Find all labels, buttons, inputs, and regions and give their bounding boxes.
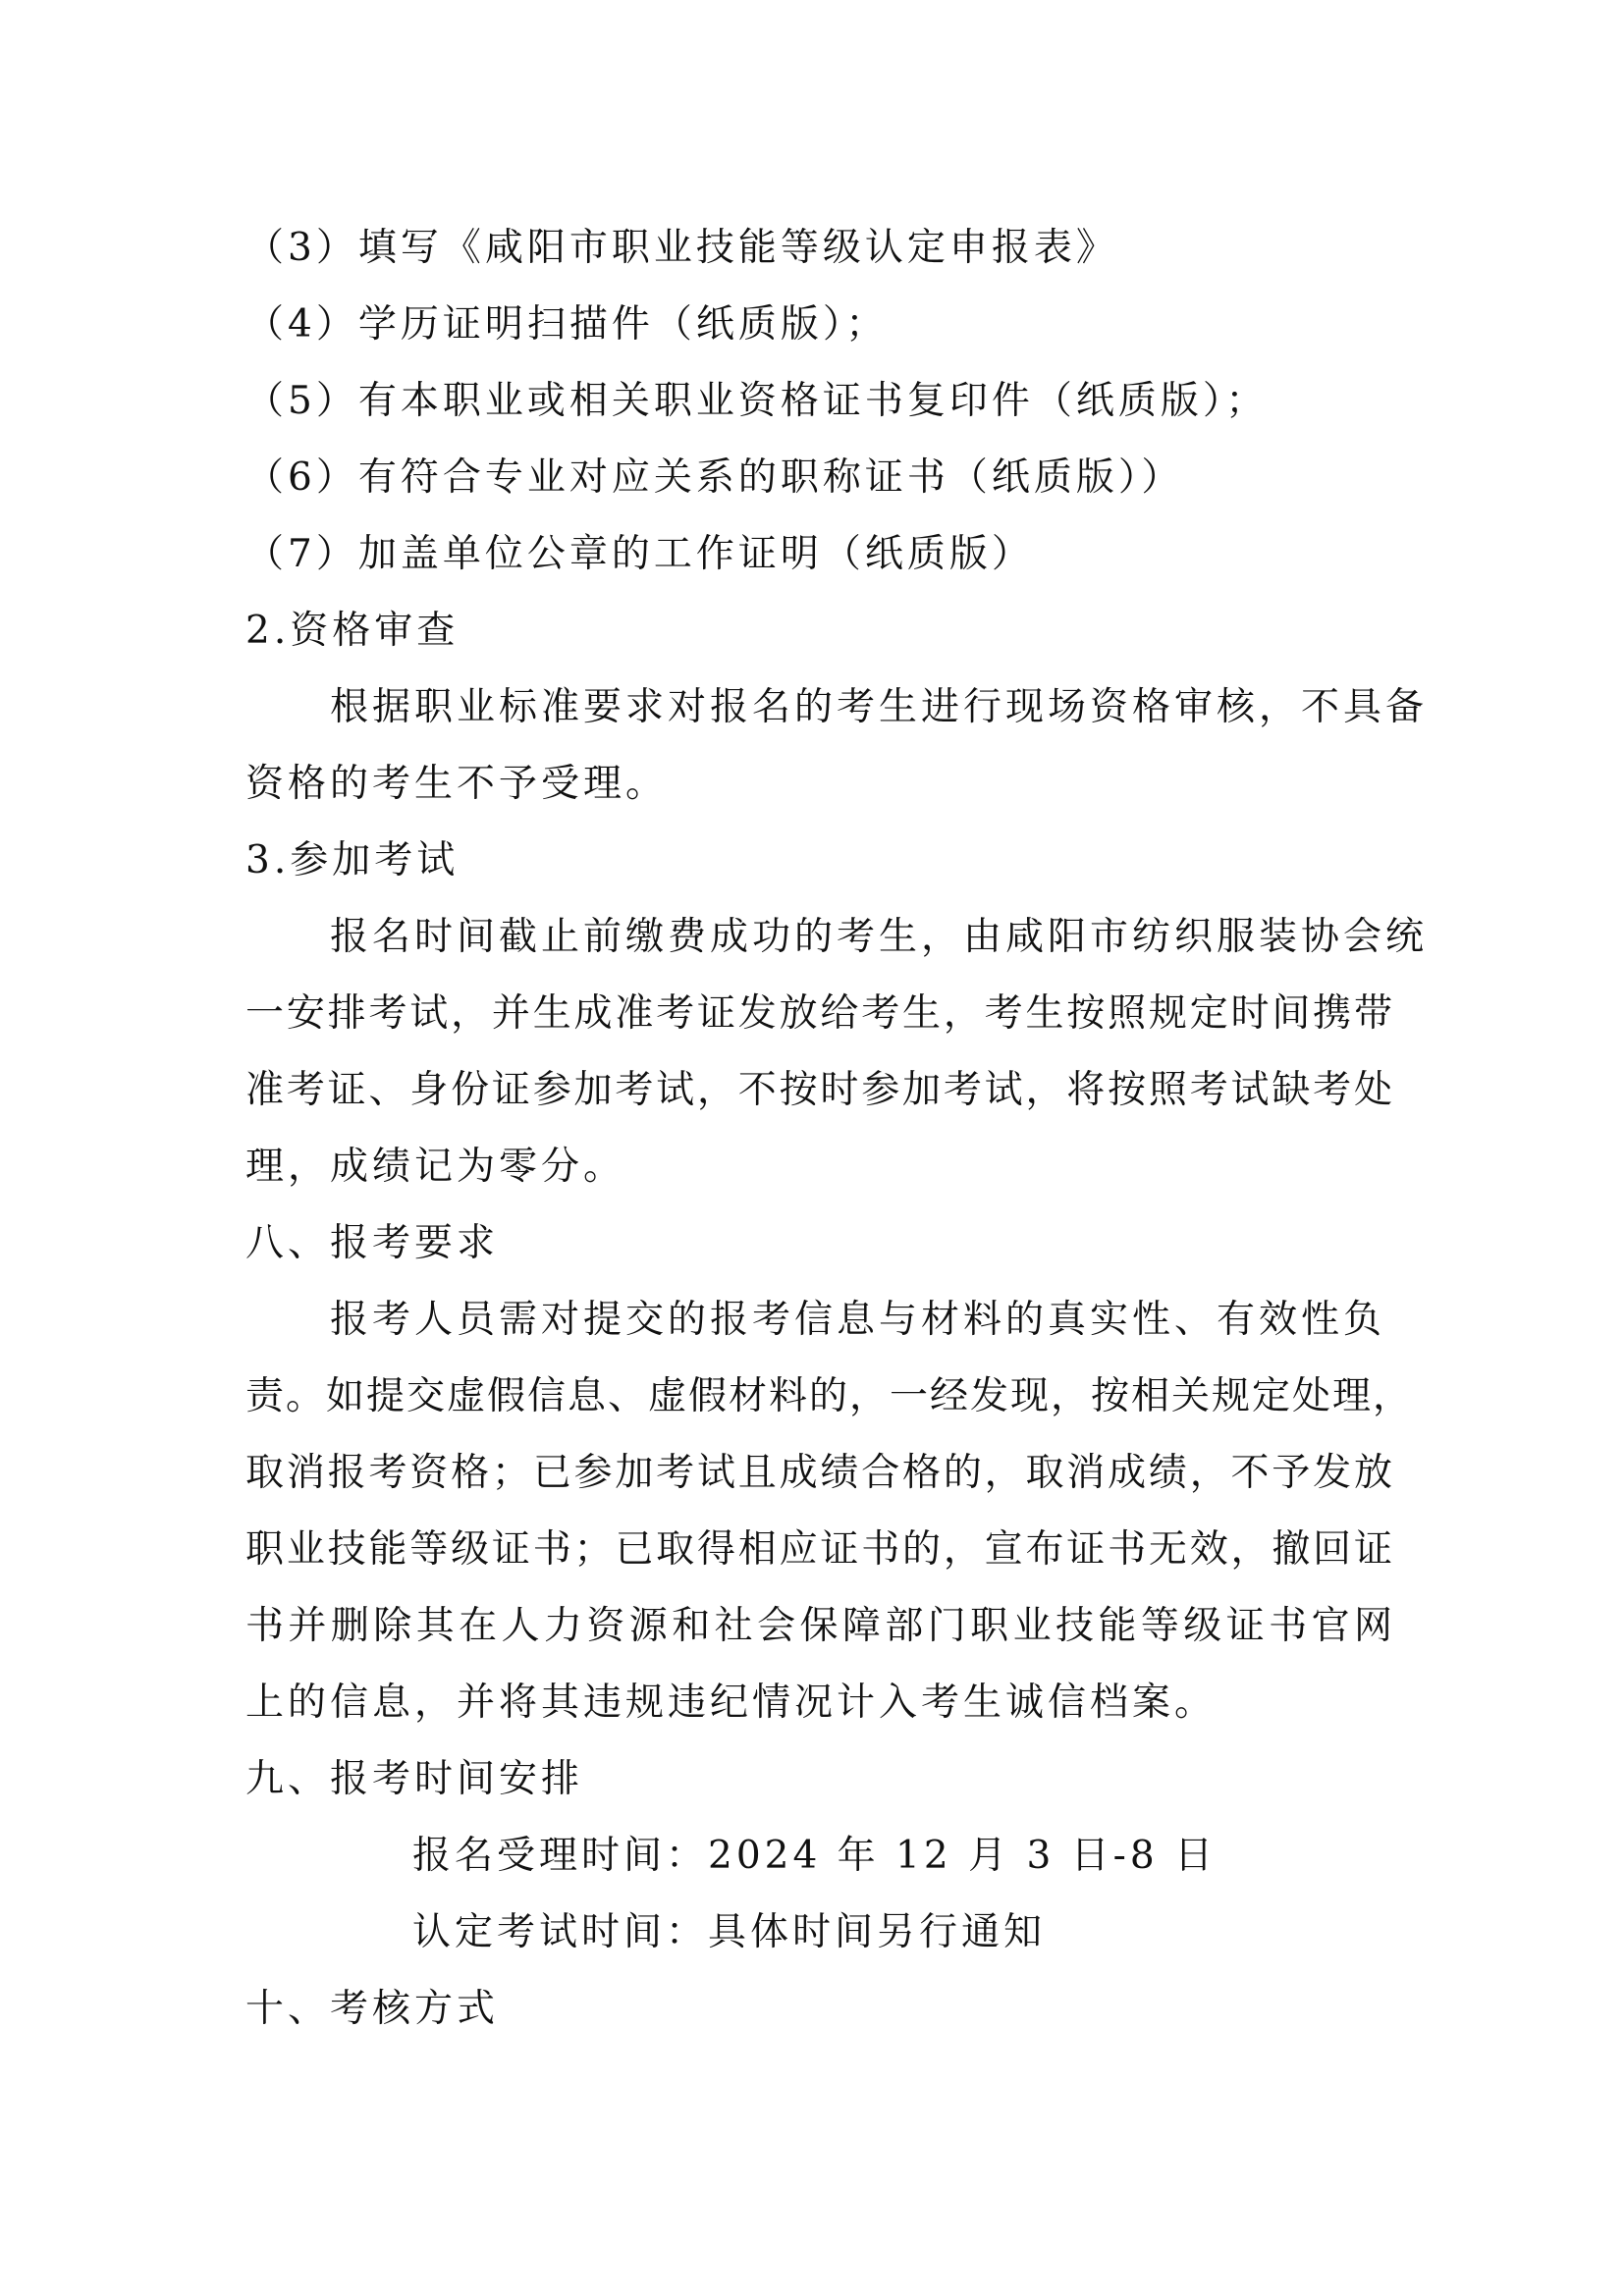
section-3-line-2: 一安排考试，并生成准考证发放给考生，考生按照规定时间携带	[245, 991, 1394, 1036]
exam-time: 认定考试时间：具体时间另行通知	[412, 1910, 1047, 1954]
registration-time: 报名受理时间：2024 年 12 月 3 日-8 日	[412, 1834, 1218, 1878]
list-item-7: （7）加盖单位公章的工作证明（纸质版）	[245, 532, 1034, 576]
section-10-heading: 十、考核方式	[245, 1987, 500, 2031]
section-8-heading: 八、报考要求	[245, 1221, 500, 1265]
section-8-line-3: 取消报考资格；已参加考试且成绩合格的，取消成绩，不予发放	[245, 1451, 1394, 1495]
section-3-line-3: 准考证、身份证参加考试，不按时参加考试，将按照考试缺考处	[245, 1068, 1394, 1112]
section-8-line-4: 职业技能等级证书；已取得相应证书的，宣布证书无效，撤回证	[245, 1527, 1394, 1572]
section-2-heading: 2.资格审查	[245, 609, 460, 653]
section-8-line-1: 报考人员需对提交的报考信息与材料的真实性、有效性负	[330, 1298, 1386, 1342]
section-8-line-5: 书并删除其在人力资源和社会保障部门职业技能等级证书官网	[245, 1604, 1394, 1648]
list-item-5: （5）有本职业或相关职业资格证书复印件（纸质版）；	[245, 379, 1269, 423]
section-2-line-1: 根据职业标准要求对报名的考生进行现场资格审核，不具备	[330, 685, 1429, 729]
section-3-line-1: 报名时间截止前缴费成功的考生，由咸阳市纺织服装协会统	[330, 915, 1429, 959]
section-3-heading: 3.参加考试	[245, 838, 460, 882]
section-8-line-2: 责。如提交虚假信息、虚假材料的，一经发现，按相关规定处理，	[245, 1374, 1414, 1418]
section-2-line-2: 资格的考生不予受理。	[245, 762, 669, 806]
list-item-3: （3）填写《咸阳市职业技能等级认定申报表》	[245, 226, 1118, 270]
list-item-4: （4）学历证明扫描件（纸质版）；	[245, 302, 889, 347]
list-item-6: （6）有符合专业对应关系的职称证书（纸质版））	[245, 455, 1184, 500]
section-8-line-6: 上的信息，并将其违规违纪情况计入考生诚信档案。	[245, 1681, 1218, 1725]
section-9-heading: 九、报考时间安排	[245, 1757, 584, 1801]
section-3-line-4: 理，成绩记为零分。	[245, 1145, 626, 1189]
